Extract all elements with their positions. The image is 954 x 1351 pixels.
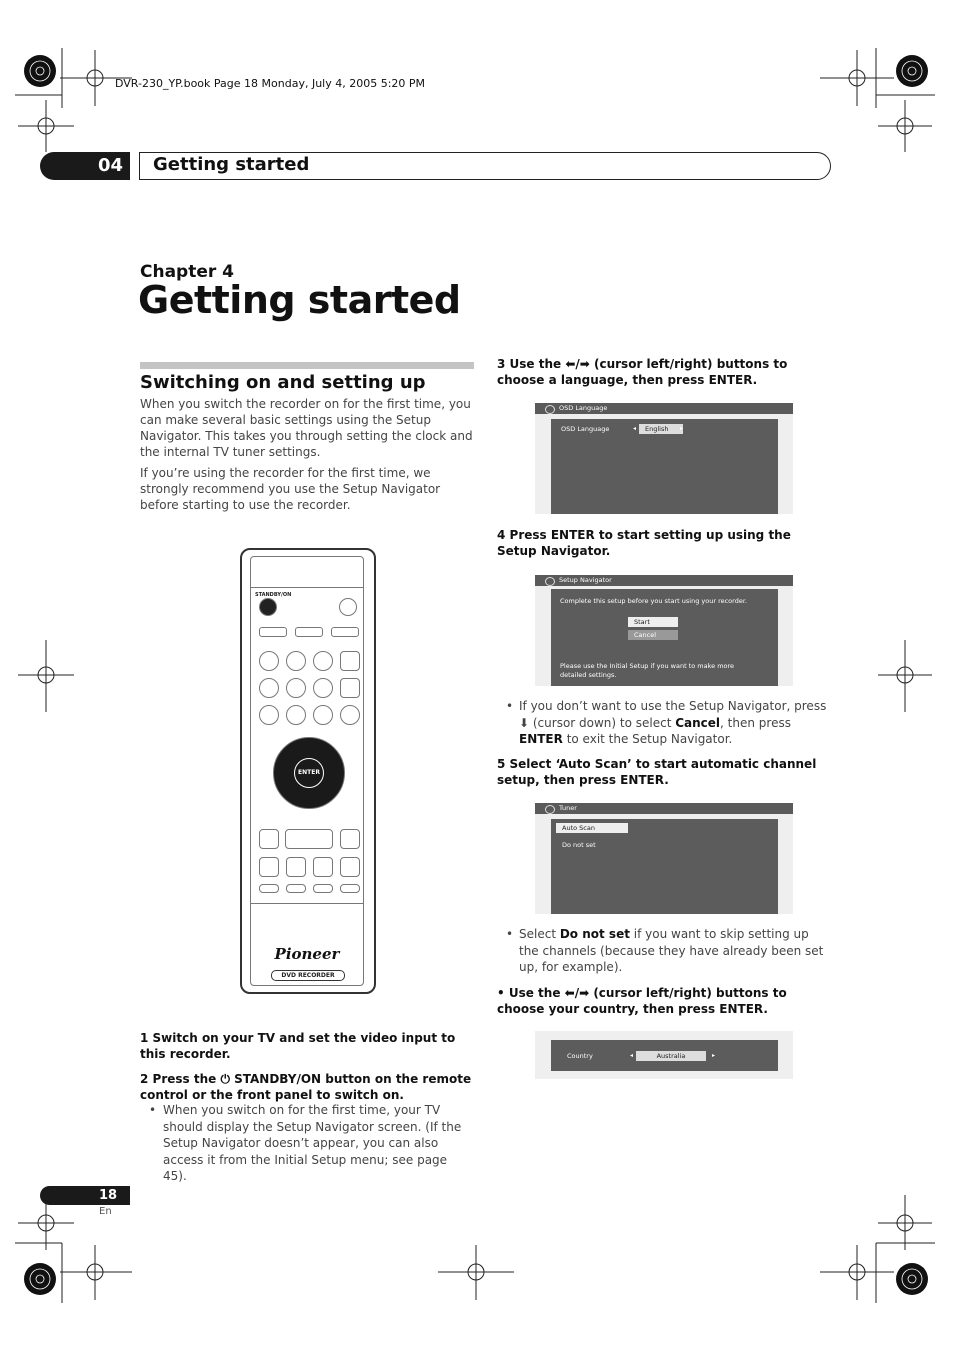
standby-label: STANDBY/ON — [255, 592, 292, 598]
remote-body — [250, 556, 364, 986]
arrow-left-icon: ◂ — [630, 1052, 634, 1059]
page-title: Getting started — [138, 278, 461, 322]
arrow-right-icon: ▸ — [680, 425, 684, 432]
auto-scan-option[interactable]: Auto Scan — [556, 823, 628, 833]
section-divider — [140, 362, 474, 369]
model-label: DVD RECORDER — [271, 970, 345, 981]
osd-language-label: OSD Language — [561, 425, 610, 433]
step-2-bullet: When you switch on for the first time, your TV should display the Setup Navigator screen. (If the Setup Navigator doesn’t appear, you can also access it from the Initial Setup menu; see page 45). — [163, 1103, 462, 1183]
country-value[interactable]: Australia — [636, 1051, 706, 1061]
page-number: 18 — [99, 1188, 118, 1203]
step-5-bullet: Select Do not set if you want to skip setting up the channels (because they have already been set up, for example). — [519, 927, 824, 974]
step-6: • Use the ⬅/➡ (cursor left/right) buttons to choose your country, then press ENTER. — [497, 986, 787, 1016]
osd-language-screen — [535, 403, 793, 514]
navigator-note: Please use the Initial Setup if you want to make more detailed settings. — [560, 662, 735, 679]
cancel-option[interactable]: Cancel — [628, 630, 678, 640]
screen-header: Tuner — [535, 803, 793, 814]
step-1: 1 Switch on your TV and set the video input to this recorder. — [140, 1031, 456, 1061]
chapter-label: Chapter 4 — [140, 262, 235, 282]
power-icon — [259, 598, 277, 616]
step-2: 2 Press the ⏻ STANDBY/ON button on the remote control or the front panel to switch on. — [140, 1072, 472, 1102]
arrow-right-icon: ▸ — [712, 1052, 716, 1059]
setup-icon — [545, 577, 555, 586]
step-5: 5 Select ‘Auto Scan’ to start automatic channel setup, then press ENTER. — [497, 757, 817, 787]
step-4: 4 Press ENTER to start setting up using the Setup Navigator. — [497, 528, 791, 558]
start-option[interactable]: Start — [628, 617, 678, 627]
intro-paragraph-2: If you’re using the recorder for the first time, we strongly recommend you use the Setup Navigator before starting to use the recorder. — [140, 466, 441, 512]
osd-language-value[interactable]: English — [639, 424, 683, 434]
brand-logo: Pioneer — [274, 945, 340, 963]
setup-icon — [545, 405, 555, 414]
setup-icon — [545, 805, 555, 814]
remote-control — [240, 548, 376, 994]
tuner-screen — [535, 803, 793, 914]
enter-button: ENTER — [294, 758, 324, 788]
print-info: DVR-230_YP.book Page 18 Monday, July 4, 2005 5:20 PM — [115, 77, 426, 90]
header-title: Getting started — [153, 154, 310, 175]
arrow-left-icon: ◂ — [633, 425, 637, 432]
screen-header: Setup Navigator — [535, 575, 793, 586]
language-code: En — [99, 1206, 112, 1217]
navigator-instruction: Complete this setup before you start using your recorder. — [560, 597, 747, 605]
chapter-tab — [40, 152, 130, 180]
step-4-bullet: If you don’t want to use the Setup Navigator, press ⬇ (cursor down) to select Cancel, then press ENTER to exit the Setup Navigator. — [519, 699, 827, 746]
setup-navigator-screen — [535, 575, 793, 686]
country-label: Country — [567, 1052, 593, 1060]
section-title: Switching on and setting up — [140, 372, 426, 393]
remote-button — [339, 598, 357, 616]
screen-header: OSD Language — [535, 403, 793, 414]
intro-paragraph-1: When you switch the recorder on for the first time, you can make several basic settings using the Setup Navigator. This takes you through setting the clock and the internal TV tuner settings. — [140, 397, 473, 459]
page-number-tab — [40, 1186, 130, 1205]
country-screen — [535, 1031, 793, 1079]
step-3: 3 Use the ⬅/➡ (cursor left/right) buttons to choose a language, then press ENTER. — [497, 357, 788, 387]
chapter-number: 04 — [98, 155, 124, 176]
do-not-set-option[interactable]: Do not set — [562, 841, 596, 849]
